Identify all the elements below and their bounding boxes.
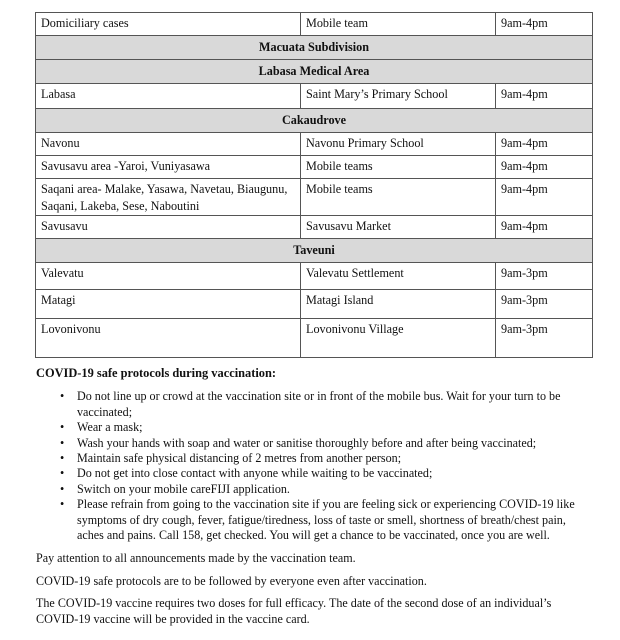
table-row	[36, 13, 593, 36]
location-cell: Saqani area- Malake, Yasawa, Navetau, Biaugunu, Saqani, Lakeba, Sese, Naboutini	[36, 179, 301, 216]
protocols-list	[36, 389, 591, 543]
venue-cell: Mobile teams	[301, 179, 496, 216]
after-vaccination-paragraph: COVID-19 safe protocols are to be followed by everyone even after vaccination.	[36, 573, 427, 588]
table-row	[36, 179, 593, 216]
bullet-icon: •	[60, 389, 65, 404]
bullet-icon: •	[60, 451, 65, 466]
list-item-text: Switch on your mobile careFIJI application.	[77, 481, 290, 496]
table-row	[36, 319, 593, 358]
time-cell: 9am-4pm	[496, 133, 593, 156]
bullet-icon: •	[60, 497, 65, 512]
time-cell: 9am-3pm	[496, 263, 593, 290]
bullet-icon: •	[60, 435, 65, 450]
list-item-text: Do not line up or crowd at the vaccination site or in front of the mobile bus. Wait for your turn to be vaccinated;	[77, 389, 561, 419]
table-row	[36, 216, 593, 239]
time-cell: 9am-4pm	[496, 156, 593, 179]
time-cell: 9am-3pm	[496, 319, 593, 358]
bullet-icon: •	[60, 420, 65, 435]
section-header-row	[36, 36, 593, 60]
location-cell: Savusavu area -Yaroi, Vuniyasawa	[36, 156, 301, 179]
announcements-paragraph: Pay attention to all announcements made by the vaccination team.	[36, 551, 356, 566]
section-header-macuata-subdivision: Macuata Subdivision	[36, 36, 593, 60]
table-row	[36, 263, 593, 290]
table-row	[36, 84, 593, 109]
bullet-icon: •	[60, 481, 65, 496]
section-header-row	[36, 109, 593, 133]
list-item	[60, 435, 591, 451]
time-cell: 9am-4pm	[496, 179, 593, 216]
list-item	[60, 481, 591, 497]
table-row	[36, 156, 593, 179]
list-item-text: Do not get into close contact with anyone while waiting to be vaccinated;	[77, 466, 433, 481]
schedule-table-body	[36, 13, 593, 358]
time-cell: 9am-4pm	[496, 216, 593, 239]
list-item	[60, 497, 591, 543]
second-dose-paragraph: The COVID-19 vaccine requires two doses for full efficacy. The date of the second dose of an individual’s COVID-19 vaccine will be provided in the vaccine card.	[36, 596, 552, 626]
list-item-text: Wear a mask;	[77, 420, 143, 435]
list-item	[60, 466, 591, 481]
section-header-row	[36, 60, 593, 84]
location-cell: Labasa	[36, 84, 301, 109]
list-item	[60, 451, 591, 466]
venue-cell: Valevatu Settlement	[301, 263, 496, 290]
table-row	[36, 290, 593, 319]
venue-cell: Saint Mary’s Primary School	[301, 84, 496, 109]
section-header-row	[36, 239, 593, 263]
time-cell: 9am-4pm	[496, 84, 593, 109]
location-cell: Matagi	[36, 290, 301, 319]
list-item-text: Please refrain from going to the vaccination site if you are feeling sick or experiencing COVID-19 like symptoms of dry cough, fever, fatigue/tiredness, loss of taste or smell, shortness of breath/chest pain, aches and pains. Call 158, get checked. You will get a chance to be vaccinated, once you are well.	[77, 497, 575, 543]
venue-cell: Lovonivonu Village	[301, 319, 496, 358]
venue-cell: Navonu Primary School	[301, 133, 496, 156]
list-item-text: Maintain safe physical distancing of 2 metres from another person;	[77, 451, 402, 466]
location-cell: Valevatu	[36, 263, 301, 290]
list-item-text: Wash your hands with soap and water or sanitise thoroughly before and after being vaccinated;	[77, 435, 537, 450]
location-cell: Lovonivonu	[36, 319, 301, 358]
location-cell: Savusavu	[36, 216, 301, 239]
venue-cell: Mobile team	[301, 13, 496, 36]
vaccination-schedule-table	[35, 12, 593, 358]
protocols-heading: COVID-19 safe protocols during vaccination:	[36, 366, 277, 380]
location-cell: Navonu	[36, 133, 301, 156]
location-cell: Domiciliary cases	[36, 13, 301, 36]
time-cell: 9am-4pm	[496, 13, 593, 36]
time-cell: 9am-3pm	[496, 290, 593, 319]
protocols-section	[36, 366, 591, 635]
venue-cell: Mobile teams	[301, 156, 496, 179]
venue-cell: Savusavu Market	[301, 216, 496, 239]
section-header-cakaudrove: Cakaudrove	[36, 109, 593, 133]
bullet-icon: •	[60, 466, 65, 481]
venue-cell: Matagi Island	[301, 290, 496, 319]
section-header-labasa-medical-area: Labasa Medical Area	[36, 60, 593, 84]
list-item	[60, 389, 591, 420]
table-row	[36, 133, 593, 156]
list-item	[60, 420, 591, 435]
section-header-taveuni: Taveuni	[36, 239, 593, 263]
